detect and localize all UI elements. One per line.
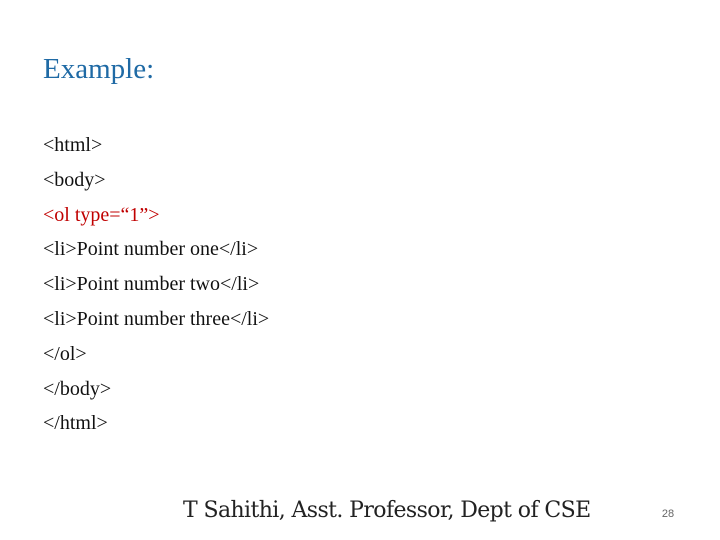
code-line-ol-open: <ol type=“1”> bbox=[43, 203, 160, 226]
code-line-body-close: </body> bbox=[43, 377, 112, 400]
code-line-li-two: <li>Point number two</li> bbox=[43, 273, 260, 296]
slide-footer: T Sahithi, Asst. Professor, Dept of CSE bbox=[183, 498, 591, 523]
page-number: 28 bbox=[661, 508, 675, 520]
code-line-html-open: <html> bbox=[43, 134, 103, 156]
code-line-ol-close: </ol> bbox=[43, 342, 87, 365]
code-line-html-close: </html> bbox=[43, 412, 108, 435]
code-line-li-three: <li>Point number three</li> bbox=[43, 307, 270, 330]
code-line-body-open: <body> bbox=[43, 168, 106, 191]
slide-title: Example: bbox=[43, 53, 155, 85]
code-line-li-one: <li>Point number one</li> bbox=[43, 238, 259, 261]
code-block bbox=[43, 128, 269, 441]
